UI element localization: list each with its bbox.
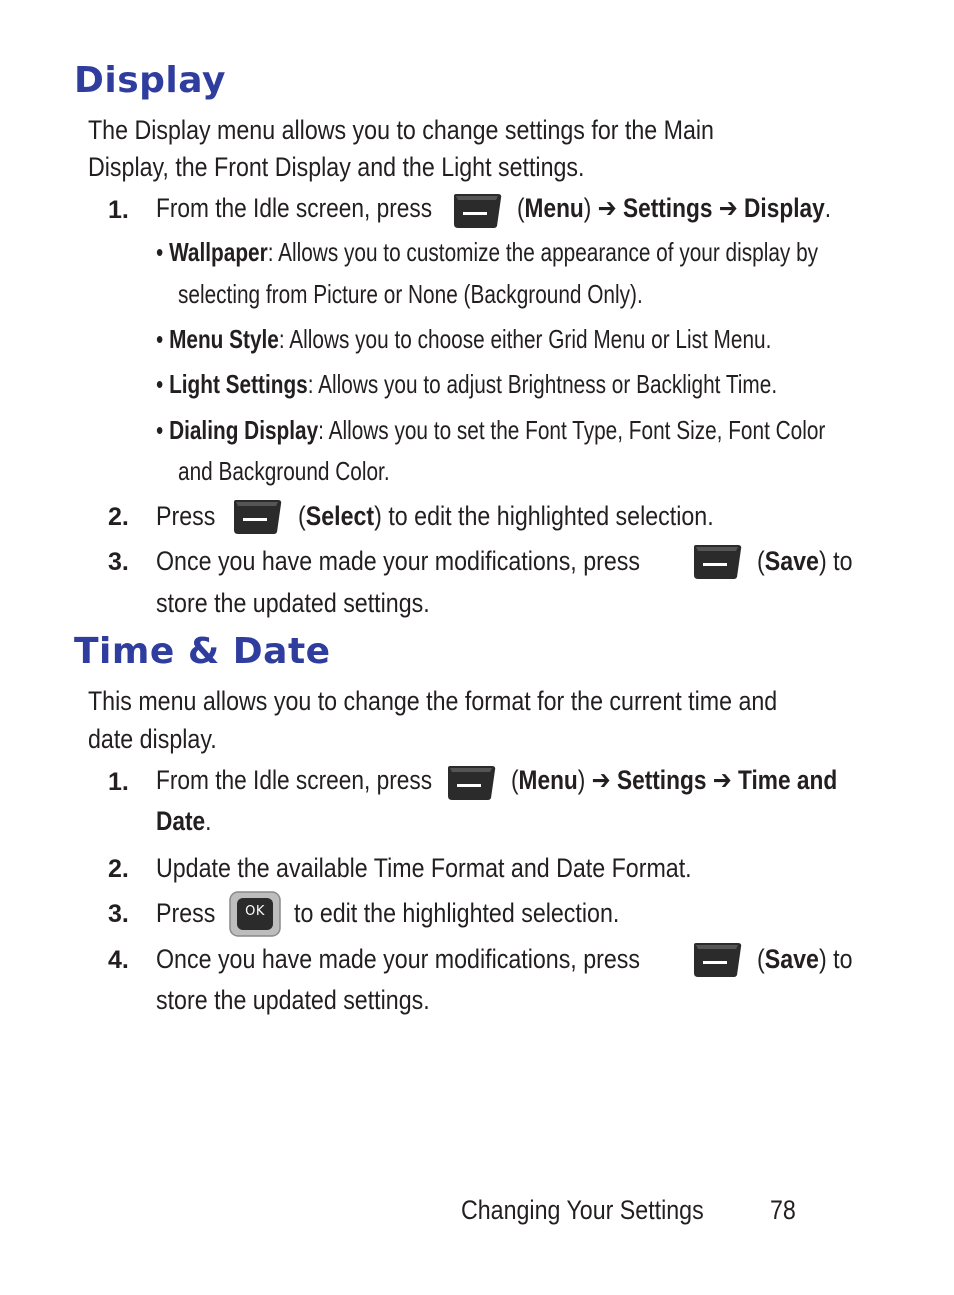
display-label: Display	[744, 193, 825, 223]
menu-label: Menu	[518, 765, 578, 795]
ok-key-icon	[229, 891, 281, 937]
time-and-label: Time and	[738, 765, 838, 795]
footer-page-number: 78	[770, 1195, 796, 1225]
time-step2-text: Update the available Time Format and Date Format.	[156, 853, 692, 883]
time-step1-line2: Date.	[156, 806, 212, 836]
display-intro-line2: Display, the Front Display and the Light settings.	[88, 152, 585, 182]
soft-key-icon	[450, 192, 504, 230]
time-step4-line2: store the updated settings.	[156, 985, 430, 1015]
footer-section-title: Changing Your Settings	[461, 1195, 704, 1225]
time-step2-number: 2.	[108, 855, 129, 883]
time-step4-key: (Save) to	[757, 944, 853, 974]
bullet-dialing-display-cont: and Background Color.	[178, 456, 390, 486]
display-step3-number: 3.	[108, 548, 129, 576]
display-intro-line1: The Display menu allows you to change settings for the Main	[88, 115, 714, 145]
display-step3-line2: store the updated settings.	[156, 588, 430, 618]
time-step3-prefix: Press	[156, 898, 216, 928]
time-step1-number: 1.	[108, 768, 129, 796]
soft-key-icon	[444, 764, 498, 802]
save-label: Save	[764, 546, 819, 576]
display-step2-text: (Select) to edit the highlighted selection.	[298, 501, 714, 531]
display-step2-number: 2.	[108, 503, 129, 531]
soft-key-icon	[690, 543, 744, 581]
time-step3-number: 3.	[108, 900, 129, 928]
display-step1-path: (Menu) ➔ Settings ➔ Display.	[517, 193, 832, 223]
bullet-light-settings: • Light Settings: Allows you to adjust Brightness or Backlight Time.	[156, 369, 778, 399]
bullet-wallpaper: • Wallpaper: Allows you to customize the appearance of your display by	[156, 237, 819, 267]
display-step3-key: (Save) to	[757, 546, 853, 576]
display-step3-prefix: Once you have made your modifications, press	[156, 546, 640, 576]
time-step4-prefix: Once you have made your modifications, press	[156, 944, 640, 974]
bullet-wallpaper-cont: selecting from Picture or None (Background Only).	[178, 279, 643, 309]
display-heading: Display	[74, 60, 226, 101]
time-step1-prefix: From the Idle screen, press	[156, 765, 433, 795]
settings-label: Settings	[616, 765, 707, 795]
bullet-dialing-display: • Dialing Display: Allows you to set the Font Type, Font Size, Font Color	[156, 415, 826, 445]
display-step1-prefix: From the Idle screen, press	[156, 193, 433, 223]
display-step2-prefix: Press	[156, 501, 216, 531]
display-step1-number: 1.	[108, 196, 129, 224]
menu-label: Menu	[524, 193, 584, 223]
soft-key-icon	[230, 498, 284, 536]
time-step3-suffix: to edit the highlighted selection.	[294, 898, 620, 928]
select-label: Select	[305, 501, 375, 531]
ok-key-label: OK	[245, 904, 265, 919]
time-date-intro-line1: This menu allows you to change the format for the current time and	[88, 686, 778, 716]
time-date-heading: Time & Date	[74, 631, 331, 672]
bullet-menu-style: • Menu Style: Allows you to choose either Grid Menu or List Menu.	[156, 324, 772, 354]
time-step1-path: (Menu) ➔ Settings ➔ Time and	[511, 765, 838, 795]
time-step4-number: 4.	[108, 946, 129, 974]
save-label: Save	[764, 944, 819, 974]
time-date-intro-line2: date display.	[88, 724, 217, 754]
date-label: Date	[156, 806, 206, 836]
settings-label: Settings	[622, 193, 713, 223]
soft-key-icon	[690, 941, 744, 979]
